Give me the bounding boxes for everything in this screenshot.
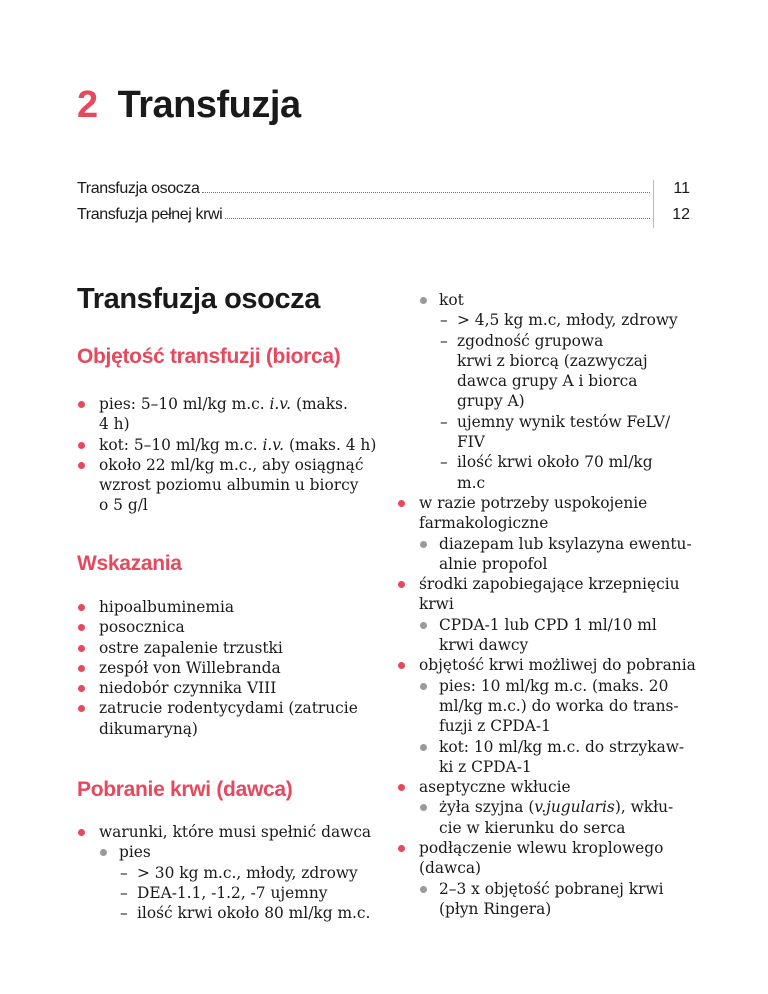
list-item-cont: ml/kg m.c.) do worka do trans- [439,696,679,715]
list-subitem: pies: 10 ml/kg m.c. (maks. 20 [397,676,717,696]
list-item: objętość krwi możliwej do pobrania [397,655,717,675]
list-item: zespół von Willebranda [77,658,377,678]
list-item: podłączenie wlewu kroplowego [397,838,717,858]
chapter-number: 2 [77,84,98,126]
list-item: niedobór czynnika VIII [77,678,377,698]
list-item-cont: (płyn Ringera) [439,899,552,918]
toc-divider [653,180,654,228]
list-item-cont: krwi dawcy [439,636,529,655]
list-subitem: żyła szyjna (v.jugularis), wkłu- [397,797,717,817]
list-item: hipoalbuminemia [77,597,377,617]
list-item-cont: wzrost poziomu albumin u biorcy [99,476,359,495]
list-subitem: pies [77,842,377,862]
list-subitem: diazepam lub ksylazyna ewentu- [397,534,717,554]
list-item-cont: (dawca) [419,859,482,878]
list-item-cont: m.c [457,473,486,492]
list-item-cont: cie w kierunku do serca [439,818,626,837]
list-item-cont: krwi [419,595,454,614]
list-dash-item: – zgodność grupowa [440,331,604,350]
heading-collection: Pobranie krwi (dawca) [77,778,293,801]
list-subitem: CPDA-1 lub CPD 1 ml/10 ml [397,615,717,635]
list-dash-item: – > 4,5 kg m.c, młody, zdrowy [440,311,678,330]
list-item: warunki, które musi spełnić dawca [77,822,377,842]
list-dash-item: – DEA-1.1, -1.2, -7 ujemny [120,883,328,902]
list-dash-item: – ilość krwi około 80 ml/kg m.c. [120,904,371,923]
toc-entry-title[interactable]: Transfuzja osocza [77,180,200,197]
list-subitem: kot: 10 ml/kg m.c. do strzykaw- [397,737,717,757]
indications-list [77,597,377,739]
list-item-cont: farmakologiczne [419,514,549,533]
list-dash-item: – ilość krwi około 70 ml/kg [440,453,653,472]
list-item: środki zapobiegające krzepnięciu [397,574,717,594]
toc-entry-page: 12 [672,206,690,223]
list-item: kot: 5–10 ml/kg m.c. i.v. (maks. 4 h) [77,435,377,455]
list-subitem: kot [397,290,717,310]
collection-list [77,822,377,923]
section-title: Transfuzja osocza [77,283,320,315]
list-item-cont: grupy A) [457,392,525,411]
list-item-cont: fuzji z CPDA-1 [439,717,551,736]
list-item-cont: o 5 g/l [99,496,148,515]
list-dash-item: – ujemny wynik testów FeLV/ [440,412,671,431]
list-item-cont: krwi z biorcą (zazwyczaj [457,351,648,370]
toc-entry[interactable] [77,206,690,224]
list-dash-item: – > 30 kg m.c., młody, zdrowy [120,863,358,882]
list-item: posocznica [77,617,377,637]
list-item-cont: FIV [457,433,485,452]
list-item: ostre zapalenie trzustki [77,638,377,658]
toc-entry[interactable] [77,180,690,198]
chapter-title: Transfuzja [117,84,301,126]
volume-list [77,394,377,516]
heading-volume: Objętość transfuzji (biorca) [77,345,341,368]
list-item-cont: dawca grupy A i biorca [457,372,638,391]
toc-entry-page: 11 [673,180,690,197]
list-item: aseptyczne wkłucie [397,777,717,797]
list-item: w razie potrzeby uspokojenie [397,493,717,513]
list-item-cont: alnie propofol [439,554,548,573]
heading-indications: Wskazania [77,552,182,575]
list-subitem: 2–3 x objętość pobranej krwi [397,879,717,899]
list-item: pies: 5–10 ml/kg m.c. i.v. (maks. [77,394,377,414]
toc-entry-title[interactable]: Transfuzja pełnej krwi [77,206,223,223]
toc-leader [202,191,650,193]
list-item: około 22 ml/kg m.c., aby osiągnąć [77,455,377,475]
list-item-cont: ki z CPDA-1 [439,757,532,776]
list-item: zatrucie rodentycydami (zatrucie [77,698,377,718]
list-item-cont: dikumaryną) [99,719,198,738]
toc-leader [225,217,650,219]
list-item-cont: 4 h) [99,415,130,434]
right-column-list [397,290,717,919]
chapter-heading [77,84,301,127]
